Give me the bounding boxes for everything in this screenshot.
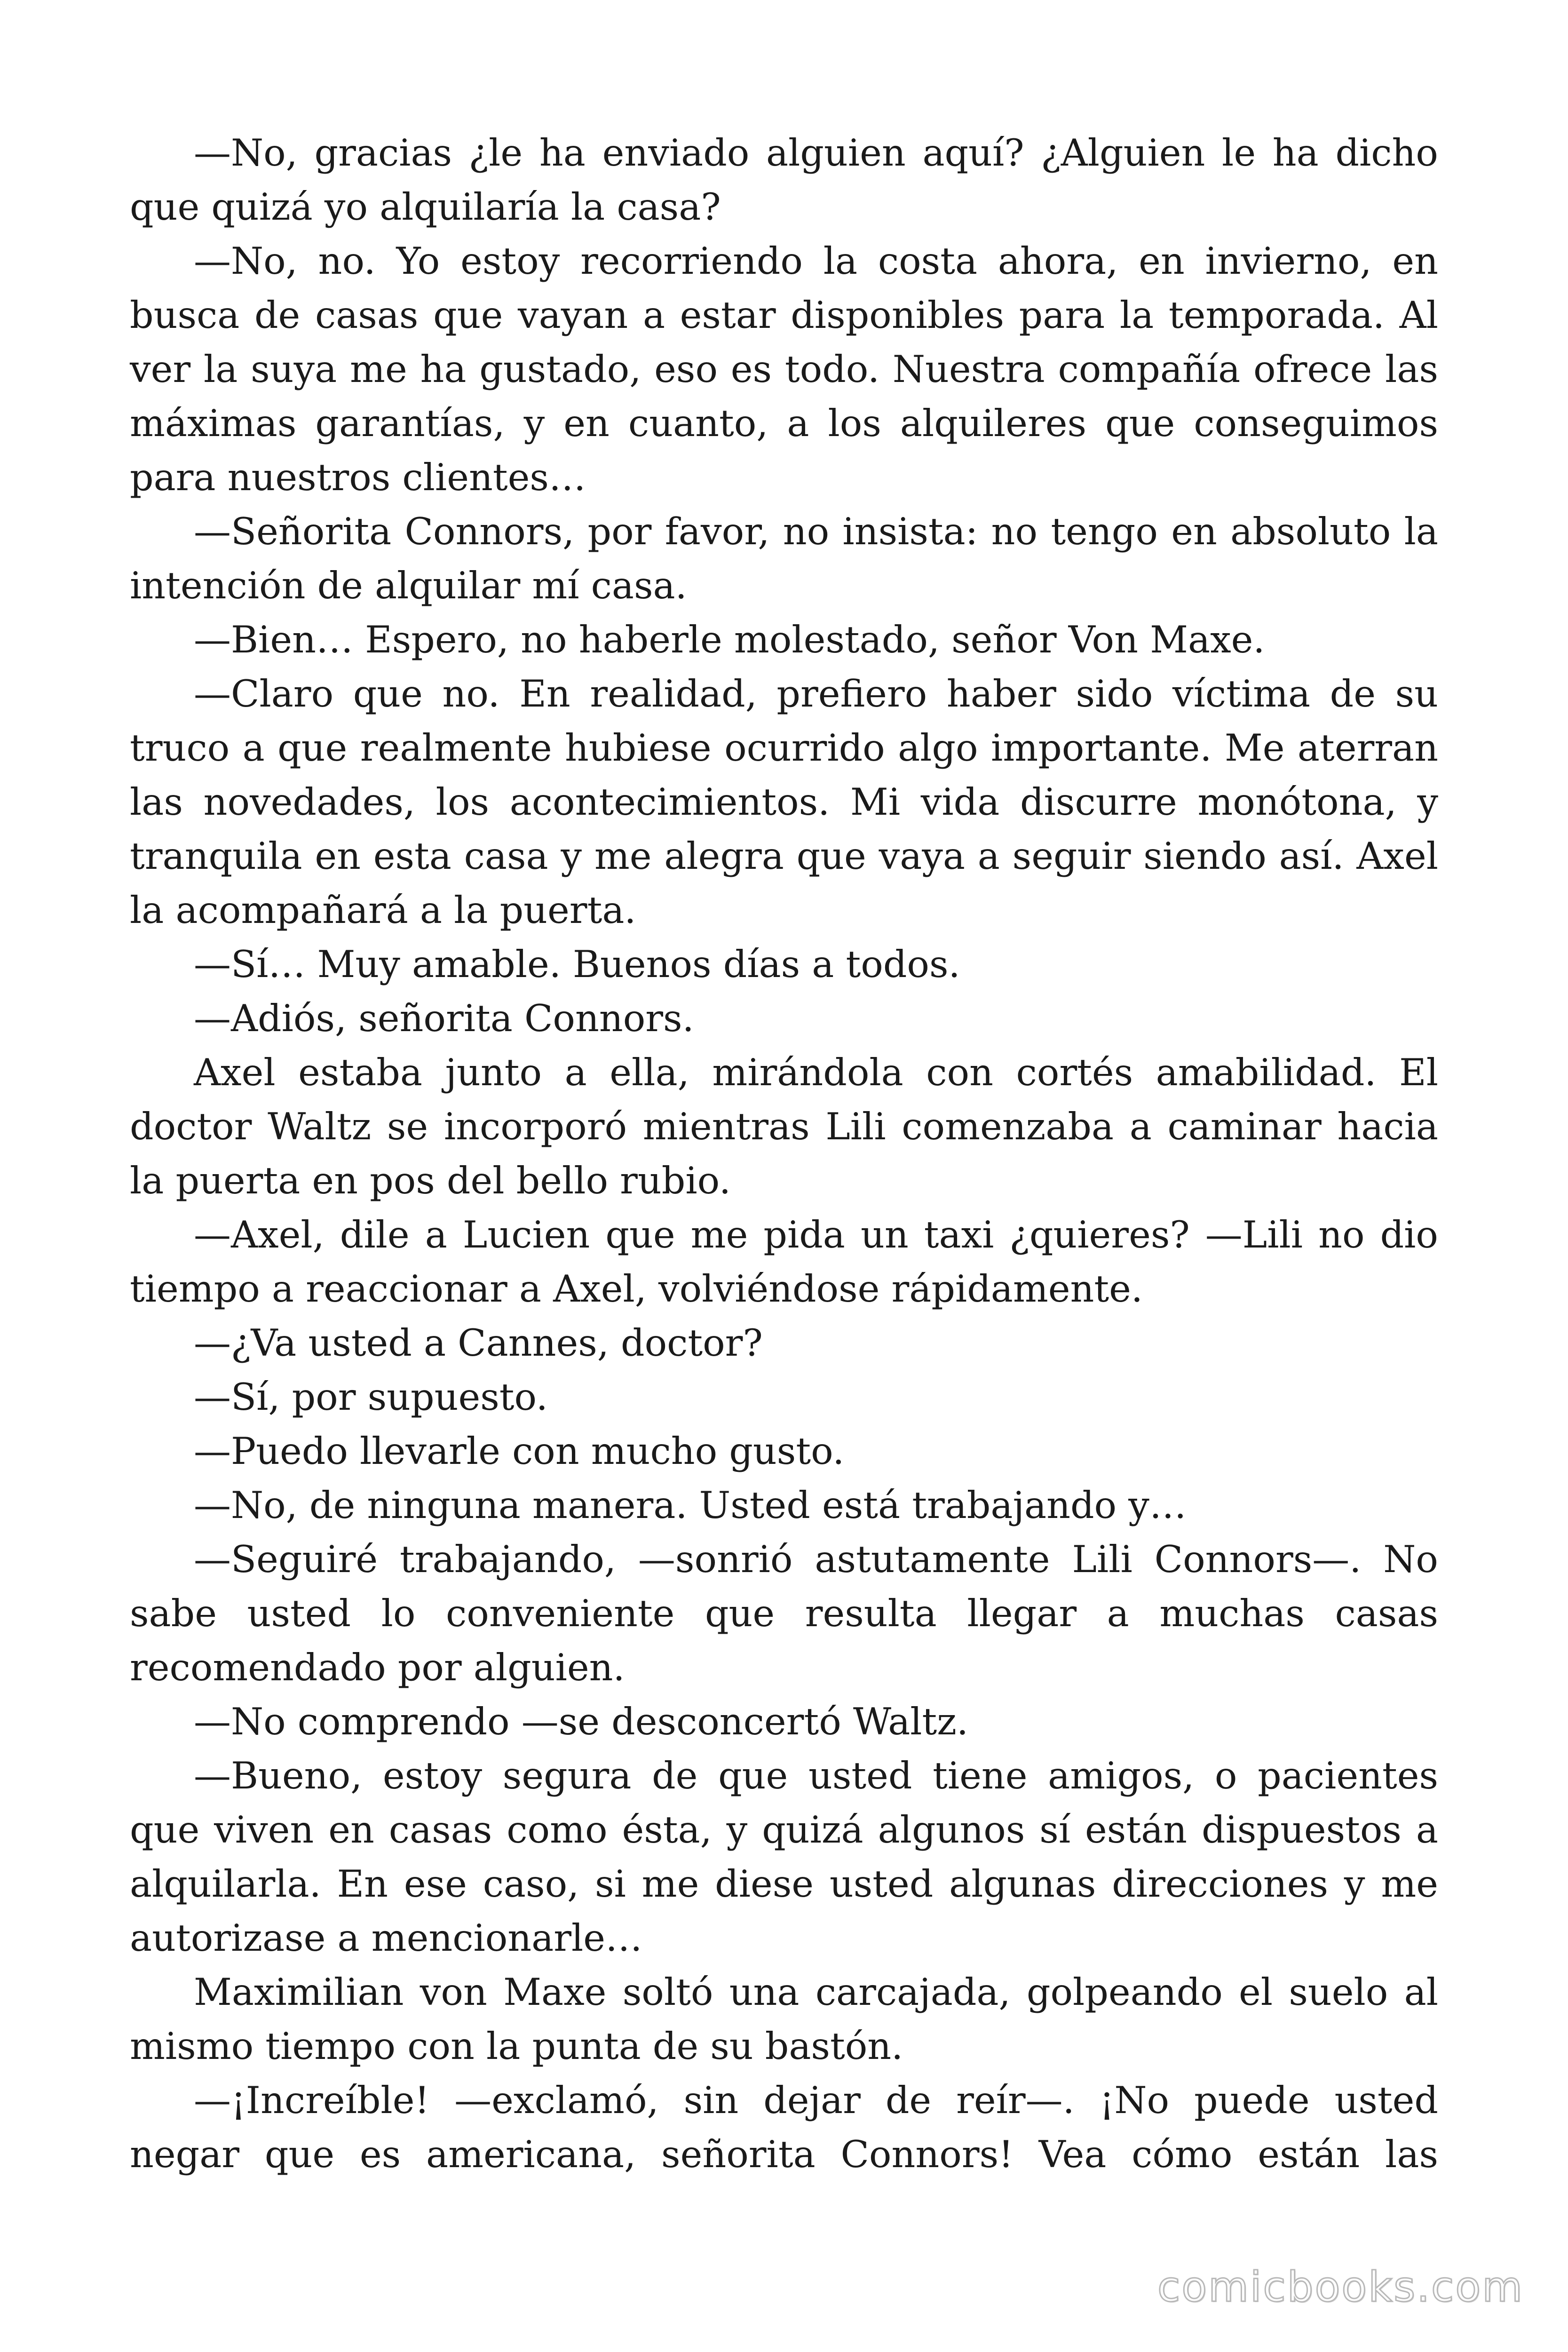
paragraph: —Señorita Connors, por favor, no insista: no tengo en absoluto la intención de alquilar mí casa. bbox=[130, 510, 1438, 607]
paragraph: —Seguiré trabajando, —sonrió astutamente Lili Connors—. No sabe usted lo conveniente que resulta llegar a muchas casas recomendado por alguien. bbox=[130, 1538, 1438, 1689]
paragraph: —No comprendo —se desconcertó Waltz. bbox=[194, 1700, 969, 1743]
paragraph: —No, de ninguna manera. Usted está trabajando y… bbox=[194, 1484, 1187, 1527]
paragraph: —Sí… Muy amable. Buenos días a todos. bbox=[194, 943, 960, 986]
paragraph-last: —¡Increíble! —exclamó, sin dejar de reír—. ¡No puede usted negar que es americana, señorita Connors! Vea cómo están las bbox=[130, 2079, 1438, 2176]
paragraph: —Puedo llevarle con mucho gusto. bbox=[194, 1430, 845, 1473]
paragraph: —Axel, dile a Lucien que me pida un taxi ¿quieres? —Lili no dio tiempo a reaccionar a Axel, volviéndose rápidamente. bbox=[130, 1213, 1438, 1311]
paragraph: —Sí, por supuesto. bbox=[194, 1375, 548, 1419]
paragraph: —No, no. Yo estoy recorriendo la costa ahora, en invierno, en busca de casas que vayan a estar disponibles para la temporada. Al ver la suya me ha gustado, eso es todo. Nuestra compañía ofrece las máximas garantías, y en cuanto, a los alquileres que conseguimos para nuestros clientes… bbox=[130, 239, 1438, 499]
paragraph: —¿Va usted a Cannes, doctor? bbox=[194, 1321, 763, 1365]
paragraph: —Bien… Espero, no haberle molestado, señor Von Maxe. bbox=[194, 618, 1265, 661]
watermark: comicbooks.com bbox=[1157, 2263, 1524, 2311]
page-text bbox=[130, 126, 1438, 2182]
paragraph: —Adiós, señorita Connors. bbox=[194, 997, 694, 1040]
paragraph: Axel estaba junto a ella, mirándola con cortés amabilidad. El doctor Waltz se incorporó mientras Lili comenzaba a caminar hacia la puerta en pos del bello rubio. bbox=[130, 1051, 1438, 1202]
paragraph: —No, gracias ¿le ha enviado alguien aquí? ¿Alguien le ha dicho que quizá yo alquilaría la casa? bbox=[130, 131, 1438, 229]
paragraph: —Bueno, estoy segura de que usted tiene amigos, o pacientes que viven en casas como ésta, y quizá algunos sí están dispuestos a alquilarla. En ese caso, si me diese usted algunas direcciones y me autorizase a mencionarle… bbox=[130, 1754, 1438, 1960]
paragraph: —Claro que no. En realidad, prefiero haber sido víctima de su truco a que realmente hubiese ocurrido algo importante. Me aterran las novedades, los acontecimientos. Mi vida discurre monótona, y tranquila en esta casa y me alegra que vaya a seguir siendo así. Axel la acompañará a la puerta. bbox=[130, 672, 1438, 932]
paragraph: Maximilian von Maxe soltó una carcajada, golpeando el suelo al mismo tiempo con la punta de su bastón. bbox=[130, 1971, 1438, 2068]
